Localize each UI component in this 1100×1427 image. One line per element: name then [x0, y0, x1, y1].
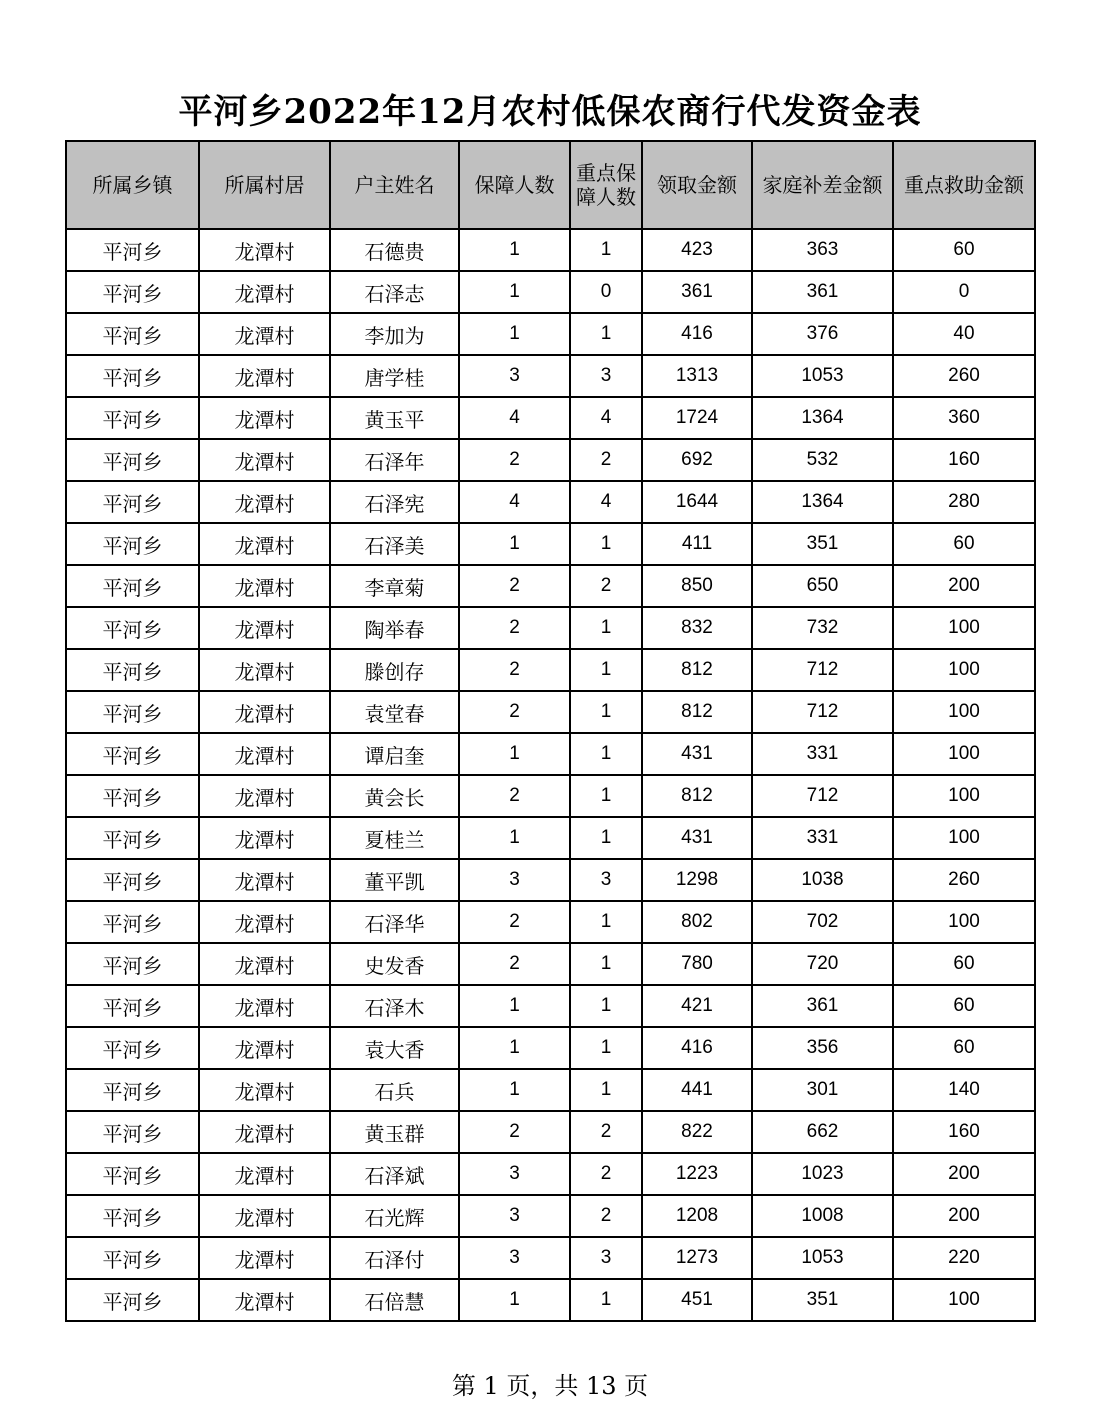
cell-amount-received: 421: [642, 985, 752, 1027]
cell-key-covered-persons: 2: [570, 1153, 642, 1195]
cell-township: 平河乡: [66, 817, 199, 859]
cell-householder: 黄玉群: [330, 1111, 459, 1153]
cell-township: 平河乡: [66, 1237, 199, 1279]
cell-covered-persons: 2: [459, 943, 570, 985]
cell-amount-received: 832: [642, 607, 752, 649]
cell-township: 平河乡: [66, 1027, 199, 1069]
cell-amount-received: 361: [642, 271, 752, 313]
cell-householder: 石泽木: [330, 985, 459, 1027]
cell-amount-received: 780: [642, 943, 752, 985]
cell-key-covered-persons: 1: [570, 691, 642, 733]
cell-village: 龙潭村: [199, 229, 330, 271]
cell-village: 龙潭村: [199, 1069, 330, 1111]
cell-amount-received: 1273: [642, 1237, 752, 1279]
cell-township: 平河乡: [66, 1069, 199, 1111]
cell-key-relief: 100: [893, 901, 1035, 943]
cell-township: 平河乡: [66, 565, 199, 607]
cell-family-subsidy: 363: [752, 229, 893, 271]
cell-amount-received: 416: [642, 1027, 752, 1069]
cell-key-relief: 200: [893, 565, 1035, 607]
cell-covered-persons: 3: [459, 859, 570, 901]
cell-family-subsidy: 532: [752, 439, 893, 481]
table-row: [66, 1153, 1035, 1195]
cell-key-relief: 60: [893, 229, 1035, 271]
cell-householder: 石光辉: [330, 1195, 459, 1237]
cell-village: 龙潭村: [199, 565, 330, 607]
cell-amount-received: 812: [642, 691, 752, 733]
page-number-footer: 第 1 页，共 13 页: [451, 1372, 649, 1400]
cell-township: 平河乡: [66, 775, 199, 817]
cell-village: 龙潭村: [199, 649, 330, 691]
cell-village: 龙潭村: [199, 691, 330, 733]
cell-key-relief: 100: [893, 775, 1035, 817]
table-row: [66, 901, 1035, 943]
cell-key-relief: 200: [893, 1153, 1035, 1195]
cell-householder: 石德贵: [330, 229, 459, 271]
cell-village: 龙潭村: [199, 1195, 330, 1237]
cell-family-subsidy: 1053: [752, 355, 893, 397]
cell-village: 龙潭村: [199, 1237, 330, 1279]
cell-householder: 夏桂兰: [330, 817, 459, 859]
cell-village: 龙潭村: [199, 817, 330, 859]
column-header-family-subsidy: 家庭补差金额: [752, 141, 893, 229]
cell-township: 平河乡: [66, 859, 199, 901]
table-row: [66, 271, 1035, 313]
cell-family-subsidy: 301: [752, 1069, 893, 1111]
cell-covered-persons: 4: [459, 397, 570, 439]
cell-key-covered-persons: 3: [570, 859, 642, 901]
table-row: [66, 691, 1035, 733]
cell-family-subsidy: 720: [752, 943, 893, 985]
table-row: [66, 775, 1035, 817]
cell-family-subsidy: 1008: [752, 1195, 893, 1237]
cell-township: 平河乡: [66, 985, 199, 1027]
table-row: [66, 481, 1035, 523]
table-row: [66, 565, 1035, 607]
cell-covered-persons: 2: [459, 775, 570, 817]
cell-key-relief: 100: [893, 649, 1035, 691]
cell-key-relief: 100: [893, 733, 1035, 775]
cell-householder: 石泽宪: [330, 481, 459, 523]
cell-key-covered-persons: 1: [570, 1027, 642, 1069]
cell-key-relief: 100: [893, 691, 1035, 733]
cell-amount-received: 812: [642, 775, 752, 817]
cell-key-relief: 60: [893, 985, 1035, 1027]
cell-key-covered-persons: 2: [570, 1111, 642, 1153]
cell-covered-persons: 2: [459, 439, 570, 481]
cell-householder: 石泽华: [330, 901, 459, 943]
table-row: [66, 313, 1035, 355]
cell-covered-persons: 1: [459, 523, 570, 565]
cell-key-relief: 60: [893, 943, 1035, 985]
cell-village: 龙潭村: [199, 943, 330, 985]
cell-householder: 唐学桂: [330, 355, 459, 397]
table-row: [66, 985, 1035, 1027]
cell-key-relief: 200: [893, 1195, 1035, 1237]
cell-family-subsidy: 732: [752, 607, 893, 649]
cell-township: 平河乡: [66, 607, 199, 649]
relief-fund-table: [65, 140, 1036, 1322]
cell-family-subsidy: 1038: [752, 859, 893, 901]
cell-family-subsidy: 1053: [752, 1237, 893, 1279]
cell-family-subsidy: 361: [752, 985, 893, 1027]
cell-amount-received: 822: [642, 1111, 752, 1153]
table-row: [66, 733, 1035, 775]
cell-family-subsidy: 662: [752, 1111, 893, 1153]
cell-covered-persons: 4: [459, 481, 570, 523]
cell-township: 平河乡: [66, 523, 199, 565]
cell-township: 平河乡: [66, 1153, 199, 1195]
cell-township: 平河乡: [66, 439, 199, 481]
document-title: 平河乡2022年12月农村低保农商行代发资金表: [178, 92, 922, 132]
cell-amount-received: 1313: [642, 355, 752, 397]
cell-amount-received: 416: [642, 313, 752, 355]
table-row: [66, 523, 1035, 565]
cell-covered-persons: 2: [459, 607, 570, 649]
column-header-covered-persons: 保障人数: [459, 141, 570, 229]
cell-key-covered-persons: 1: [570, 229, 642, 271]
cell-village: 龙潭村: [199, 733, 330, 775]
table-row: [66, 355, 1035, 397]
cell-covered-persons: 3: [459, 1153, 570, 1195]
cell-householder: 李加为: [330, 313, 459, 355]
cell-key-relief: 260: [893, 355, 1035, 397]
table-header-row: [66, 141, 1035, 229]
cell-householder: 董平凯: [330, 859, 459, 901]
cell-village: 龙潭村: [199, 355, 330, 397]
cell-householder: 黄玉平: [330, 397, 459, 439]
cell-amount-received: 692: [642, 439, 752, 481]
cell-key-relief: 160: [893, 439, 1035, 481]
cell-family-subsidy: 351: [752, 523, 893, 565]
column-header-key-relief: 重点救助金额: [893, 141, 1035, 229]
cell-village: 龙潭村: [199, 397, 330, 439]
cell-family-subsidy: 331: [752, 733, 893, 775]
cell-amount-received: 451: [642, 1279, 752, 1321]
cell-amount-received: 431: [642, 817, 752, 859]
cell-key-relief: 160: [893, 1111, 1035, 1153]
cell-family-subsidy: 650: [752, 565, 893, 607]
cell-township: 平河乡: [66, 397, 199, 439]
cell-amount-received: 1724: [642, 397, 752, 439]
cell-householder: 李章菊: [330, 565, 459, 607]
cell-family-subsidy: 376: [752, 313, 893, 355]
cell-key-covered-persons: 1: [570, 733, 642, 775]
cell-township: 平河乡: [66, 481, 199, 523]
column-header-township: 所属乡镇: [66, 141, 199, 229]
cell-covered-persons: 1: [459, 985, 570, 1027]
table-row: [66, 607, 1035, 649]
cell-family-subsidy: 361: [752, 271, 893, 313]
cell-amount-received: 1644: [642, 481, 752, 523]
cell-key-relief: 60: [893, 1027, 1035, 1069]
cell-householder: 黄会长: [330, 775, 459, 817]
cell-householder: 石泽斌: [330, 1153, 459, 1195]
cell-key-covered-persons: 1: [570, 943, 642, 985]
cell-covered-persons: 2: [459, 901, 570, 943]
cell-village: 龙潭村: [199, 271, 330, 313]
cell-householder: 石倍慧: [330, 1279, 459, 1321]
cell-village: 龙潭村: [199, 313, 330, 355]
cell-covered-persons: 1: [459, 1279, 570, 1321]
cell-key-relief: 40: [893, 313, 1035, 355]
cell-householder: 谭启奎: [330, 733, 459, 775]
cell-family-subsidy: 712: [752, 691, 893, 733]
cell-key-relief: 140: [893, 1069, 1035, 1111]
cell-householder: 史发香: [330, 943, 459, 985]
cell-key-covered-persons: 4: [570, 397, 642, 439]
cell-township: 平河乡: [66, 271, 199, 313]
table-body: [66, 229, 1035, 1321]
cell-covered-persons: 1: [459, 1069, 570, 1111]
cell-key-relief: 260: [893, 859, 1035, 901]
cell-key-covered-persons: 3: [570, 355, 642, 397]
cell-amount-received: 850: [642, 565, 752, 607]
table-row: [66, 1027, 1035, 1069]
cell-village: 龙潭村: [199, 439, 330, 481]
cell-key-relief: 100: [893, 817, 1035, 859]
cell-village: 龙潭村: [199, 1153, 330, 1195]
cell-key-covered-persons: 3: [570, 1237, 642, 1279]
cell-family-subsidy: 1364: [752, 397, 893, 439]
cell-village: 龙潭村: [199, 523, 330, 565]
cell-township: 平河乡: [66, 355, 199, 397]
cell-key-covered-persons: 0: [570, 271, 642, 313]
cell-covered-persons: 2: [459, 691, 570, 733]
cell-amount-received: 802: [642, 901, 752, 943]
cell-key-covered-persons: 1: [570, 313, 642, 355]
cell-key-covered-persons: 1: [570, 1069, 642, 1111]
cell-amount-received: 812: [642, 649, 752, 691]
cell-covered-persons: 3: [459, 355, 570, 397]
cell-key-relief: 0: [893, 271, 1035, 313]
table-row: [66, 229, 1035, 271]
cell-township: 平河乡: [66, 733, 199, 775]
cell-covered-persons: 2: [459, 649, 570, 691]
cell-covered-persons: 3: [459, 1195, 570, 1237]
column-header-householder: 户主姓名: [330, 141, 459, 229]
cell-township: 平河乡: [66, 649, 199, 691]
cell-key-relief: 280: [893, 481, 1035, 523]
cell-amount-received: 411: [642, 523, 752, 565]
cell-amount-received: 1223: [642, 1153, 752, 1195]
cell-village: 龙潭村: [199, 1111, 330, 1153]
cell-householder: 滕创存: [330, 649, 459, 691]
cell-key-covered-persons: 1: [570, 523, 642, 565]
cell-township: 平河乡: [66, 229, 199, 271]
table-row: [66, 397, 1035, 439]
cell-family-subsidy: 356: [752, 1027, 893, 1069]
table-row: [66, 943, 1035, 985]
column-header-village: 所属村居: [199, 141, 330, 229]
cell-householder: 袁堂春: [330, 691, 459, 733]
cell-covered-persons: 1: [459, 817, 570, 859]
cell-key-relief: 100: [893, 1279, 1035, 1321]
table-row: [66, 817, 1035, 859]
cell-key-covered-persons: 1: [570, 649, 642, 691]
cell-township: 平河乡: [66, 1111, 199, 1153]
cell-key-covered-persons: 2: [570, 565, 642, 607]
cell-covered-persons: 2: [459, 565, 570, 607]
cell-covered-persons: 1: [459, 1027, 570, 1069]
cell-key-covered-persons: 1: [570, 1279, 642, 1321]
cell-householder: 石泽付: [330, 1237, 459, 1279]
cell-key-covered-persons: 1: [570, 817, 642, 859]
cell-village: 龙潭村: [199, 859, 330, 901]
table-row: [66, 1237, 1035, 1279]
cell-covered-persons: 3: [459, 1237, 570, 1279]
cell-family-subsidy: 1364: [752, 481, 893, 523]
cell-family-subsidy: 331: [752, 817, 893, 859]
cell-amount-received: 423: [642, 229, 752, 271]
table-row: [66, 1195, 1035, 1237]
column-header-key-covered-persons: 重点保障人数: [570, 141, 642, 229]
table-row: [66, 1069, 1035, 1111]
cell-village: 龙潭村: [199, 607, 330, 649]
cell-family-subsidy: 712: [752, 775, 893, 817]
cell-township: 平河乡: [66, 691, 199, 733]
column-header-amount-received: 领取金额: [642, 141, 752, 229]
table-row: [66, 859, 1035, 901]
cell-key-covered-persons: 2: [570, 1195, 642, 1237]
cell-householder: 陶举春: [330, 607, 459, 649]
cell-family-subsidy: 351: [752, 1279, 893, 1321]
cell-family-subsidy: 712: [752, 649, 893, 691]
cell-covered-persons: 2: [459, 1111, 570, 1153]
cell-amount-received: 441: [642, 1069, 752, 1111]
cell-key-relief: 220: [893, 1237, 1035, 1279]
cell-village: 龙潭村: [199, 901, 330, 943]
cell-key-covered-persons: 1: [570, 607, 642, 649]
table-row: [66, 1111, 1035, 1153]
cell-township: 平河乡: [66, 901, 199, 943]
table-row: [66, 649, 1035, 691]
cell-amount-received: 1208: [642, 1195, 752, 1237]
cell-township: 平河乡: [66, 943, 199, 985]
cell-householder: 石兵: [330, 1069, 459, 1111]
cell-village: 龙潭村: [199, 775, 330, 817]
cell-covered-persons: 1: [459, 313, 570, 355]
cell-family-subsidy: 1023: [752, 1153, 893, 1195]
cell-householder: 石泽美: [330, 523, 459, 565]
cell-covered-persons: 1: [459, 229, 570, 271]
table-row: [66, 1279, 1035, 1321]
cell-village: 龙潭村: [199, 985, 330, 1027]
cell-township: 平河乡: [66, 313, 199, 355]
cell-township: 平河乡: [66, 1195, 199, 1237]
cell-key-covered-persons: 1: [570, 775, 642, 817]
cell-key-covered-persons: 2: [570, 439, 642, 481]
cell-township: 平河乡: [66, 1279, 199, 1321]
cell-amount-received: 431: [642, 733, 752, 775]
cell-family-subsidy: 702: [752, 901, 893, 943]
cell-village: 龙潭村: [199, 1279, 330, 1321]
cell-village: 龙潭村: [199, 1027, 330, 1069]
cell-key-covered-persons: 4: [570, 481, 642, 523]
cell-householder: 袁大香: [330, 1027, 459, 1069]
cell-key-covered-persons: 1: [570, 985, 642, 1027]
cell-key-relief: 100: [893, 607, 1035, 649]
cell-key-relief: 360: [893, 397, 1035, 439]
cell-amount-received: 1298: [642, 859, 752, 901]
cell-key-relief: 60: [893, 523, 1035, 565]
table-row: [66, 439, 1035, 481]
cell-village: 龙潭村: [199, 481, 330, 523]
cell-key-covered-persons: 1: [570, 901, 642, 943]
cell-covered-persons: 1: [459, 271, 570, 313]
cell-householder: 石泽年: [330, 439, 459, 481]
cell-householder: 石泽志: [330, 271, 459, 313]
cell-covered-persons: 1: [459, 733, 570, 775]
